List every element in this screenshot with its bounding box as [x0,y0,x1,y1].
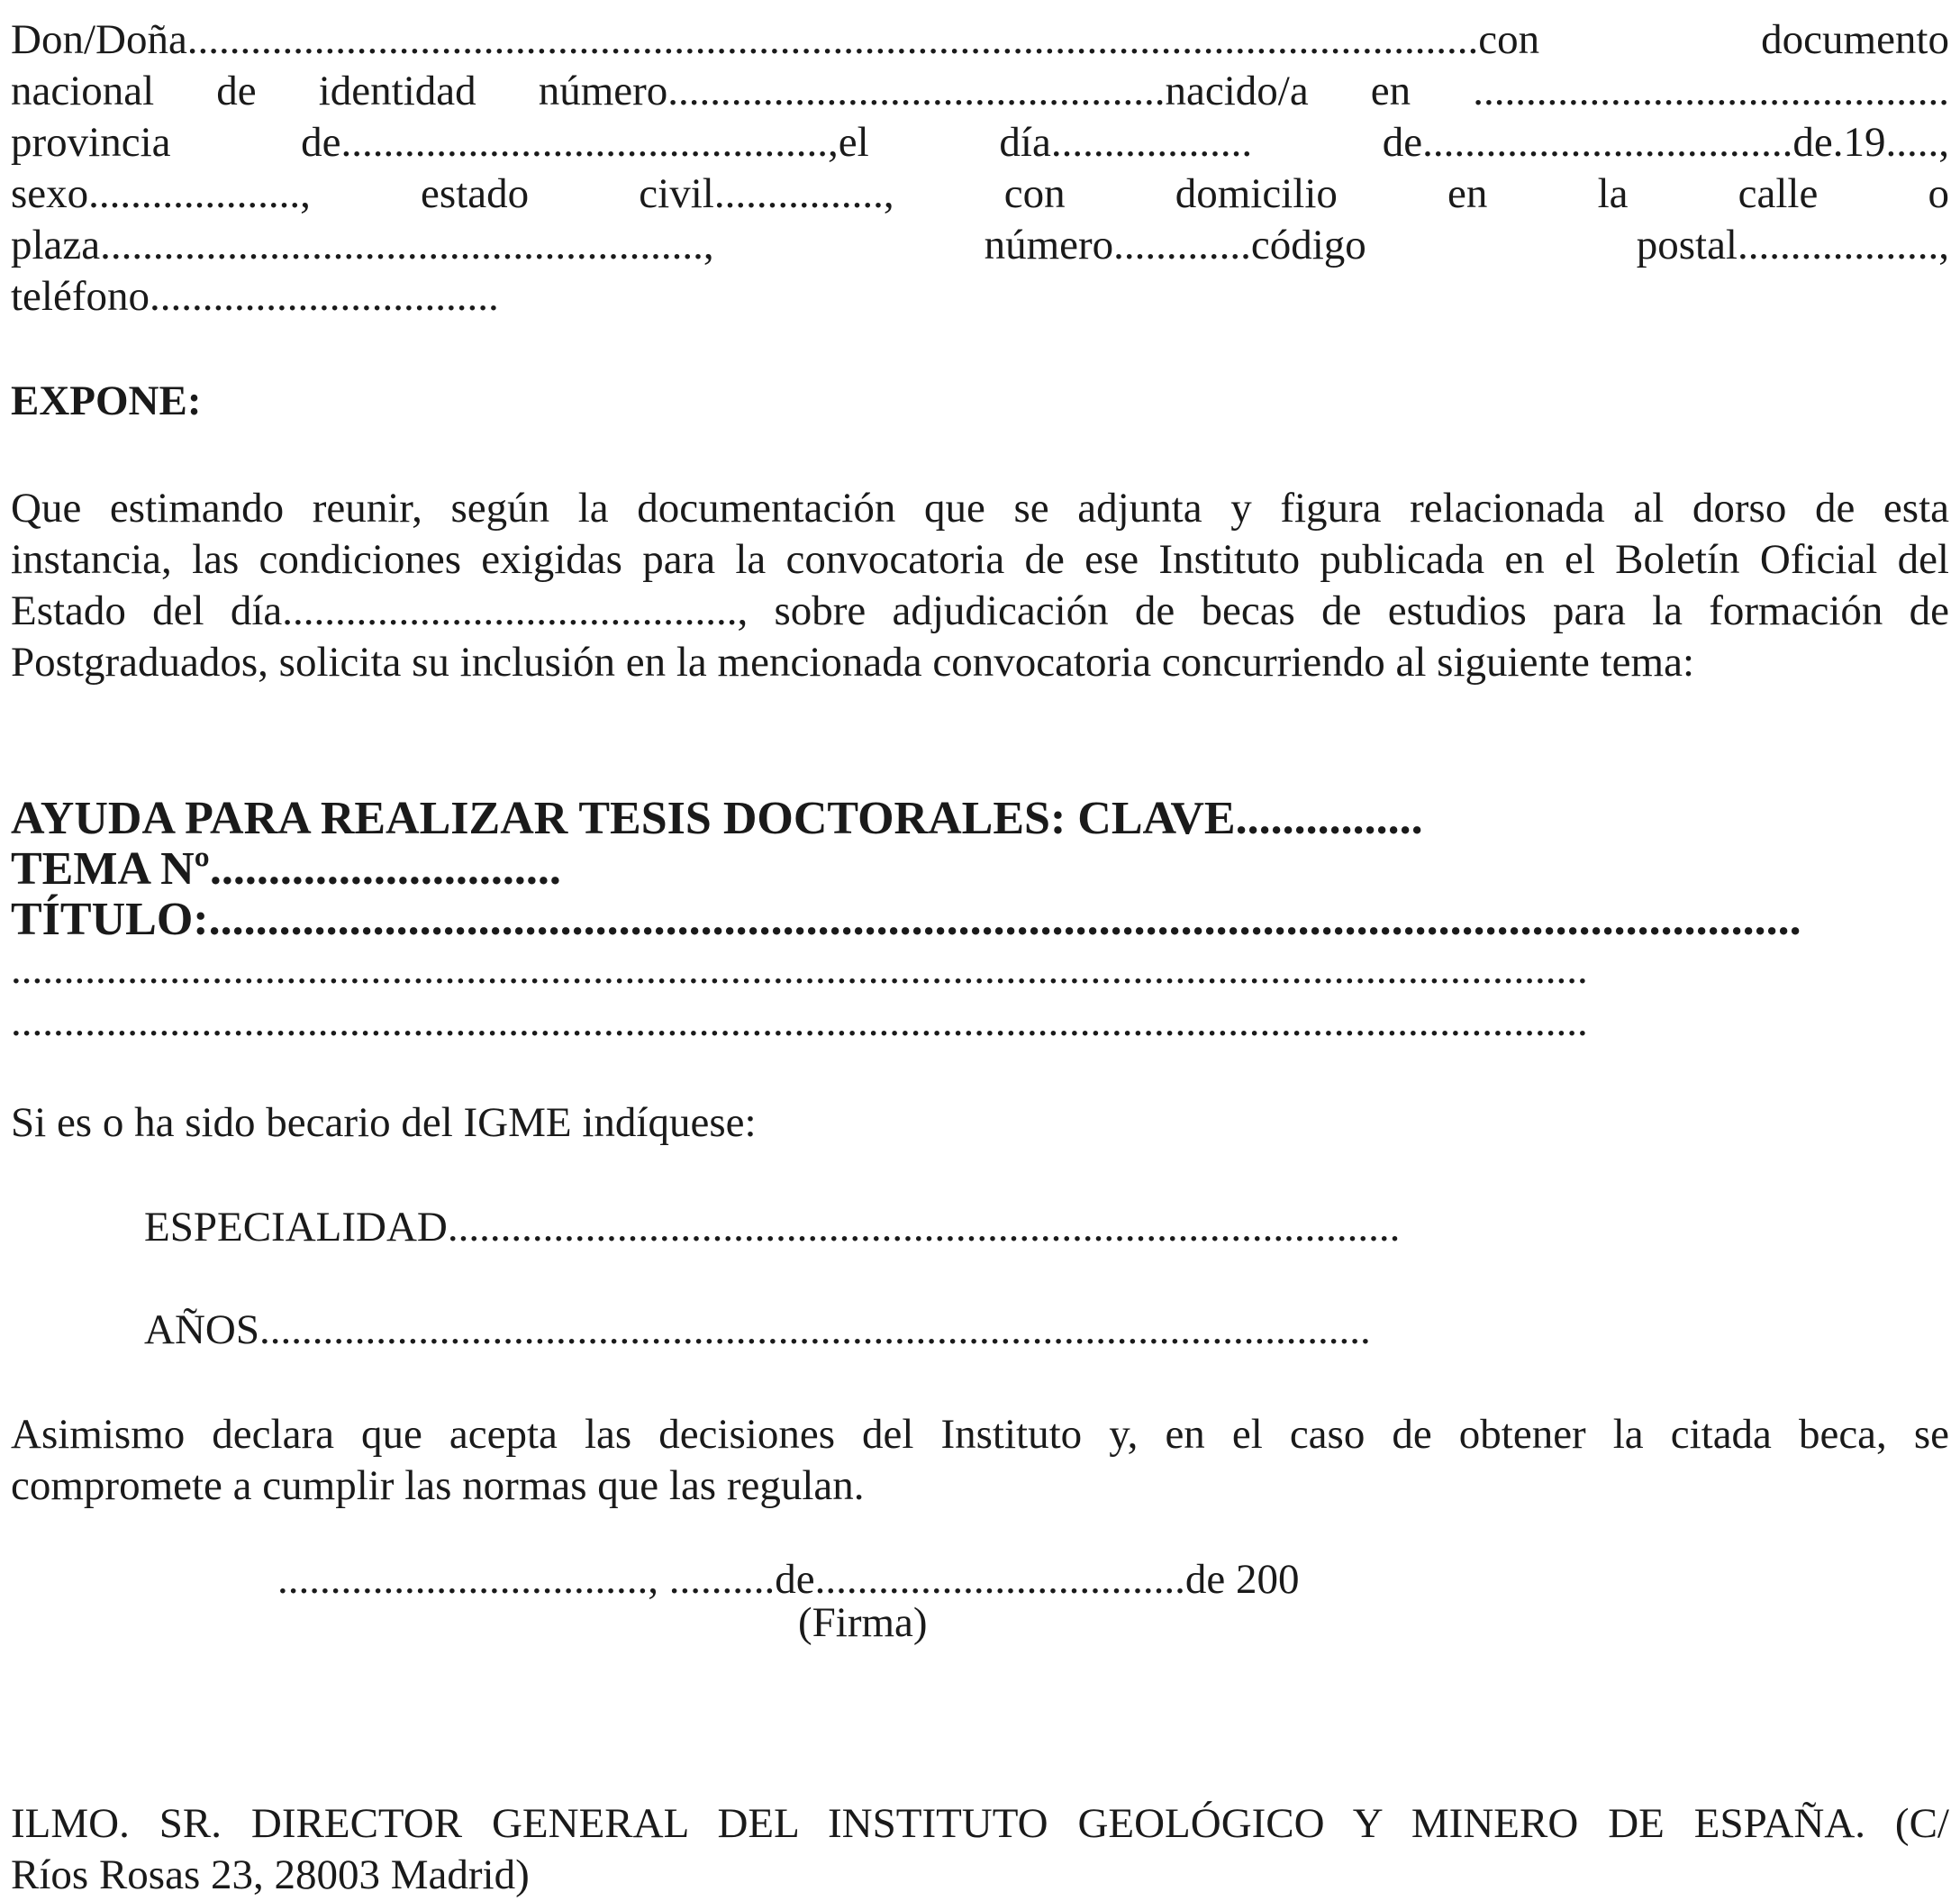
especialidad-field: ESPECIALIDAD.......................................................................................... [144,1204,1401,1251]
signature-label: (Firma) [798,1599,928,1646]
dni-birthplace-line: nacional de identidad número...............................................nacido/a en ............................................. [11,68,1949,114]
ayuda-title: AYUDA PARA REALIZAR TESIS DOCTORALES: CLAVE................ [11,793,1423,844]
titulo-line: TÍTULO:........................................................................................................................................ [11,894,1801,945]
becario-question: Si es o ha sido becario del IGME indíquese: [11,1099,757,1146]
declaration [11,1409,1949,1512]
declaration-line-1: Asimismo declara que acepta las decisiones del Instituto y, en el caso de obtener la citada beca, se [11,1411,1949,1458]
tema-number: TEMA Nº.............................. [11,843,561,895]
province-birthdate-line: provincia de..............................................,el día................... de...................................de.19....., [11,119,1949,166]
titulo-dots-1: ..................................................................................................................................................... [11,946,1588,993]
anos-field: AÑOS......................................................................................................... [144,1306,1371,1353]
addressee-line-2: Ríos Rosas 23, 28003 Madrid) [11,1851,530,1898]
expone-line-1: Que estimando reunir, según la documentación que se adjunta y figura relacionada al dorso de esta [11,485,1949,532]
phone-line: teléfono................................. [11,273,499,320]
addressee-line-1: ILMO. SR. DIRECTOR GENERAL DEL INSTITUTO GEOLÓGICO Y MINERO DE ESPAÑA. (C/ [11,1800,1949,1847]
expone-line-4: Postgraduados, solicita su inclusión en la mencionada convocatoria concurriendo al siguiente tema: [11,639,1695,686]
declaration-line-2: compromete a cumplir las normas que las regulan. [11,1462,865,1509]
place-date-line: ..................................., ..........de...................................de 200 [277,1556,1300,1603]
personal-data-section [11,14,1949,323]
expone-heading: EXPONE: [11,377,202,424]
addressee [11,1798,1949,1901]
sex-civil-status-line: sexo...................., estado civil................, con domicilio en la calle o [11,170,1949,217]
address-line: plaza........................................................., número.............código postal..................., [11,222,1949,268]
expone-body [11,483,1949,688]
name-dni-line: Don/Doña..........................................................................................................................con documento [11,16,1949,63]
expone-line-3: Estado del día..........................................., sobre adjudicación de becas de estudios para la formación de [11,587,1949,634]
expone-line-2: instancia, las condiciones exigidas para la convocatoria de ese Instituto publicada en el Boletín Oficial del [11,536,1949,583]
titulo-dots-2: ..................................................................................................................................................... [11,998,1588,1045]
